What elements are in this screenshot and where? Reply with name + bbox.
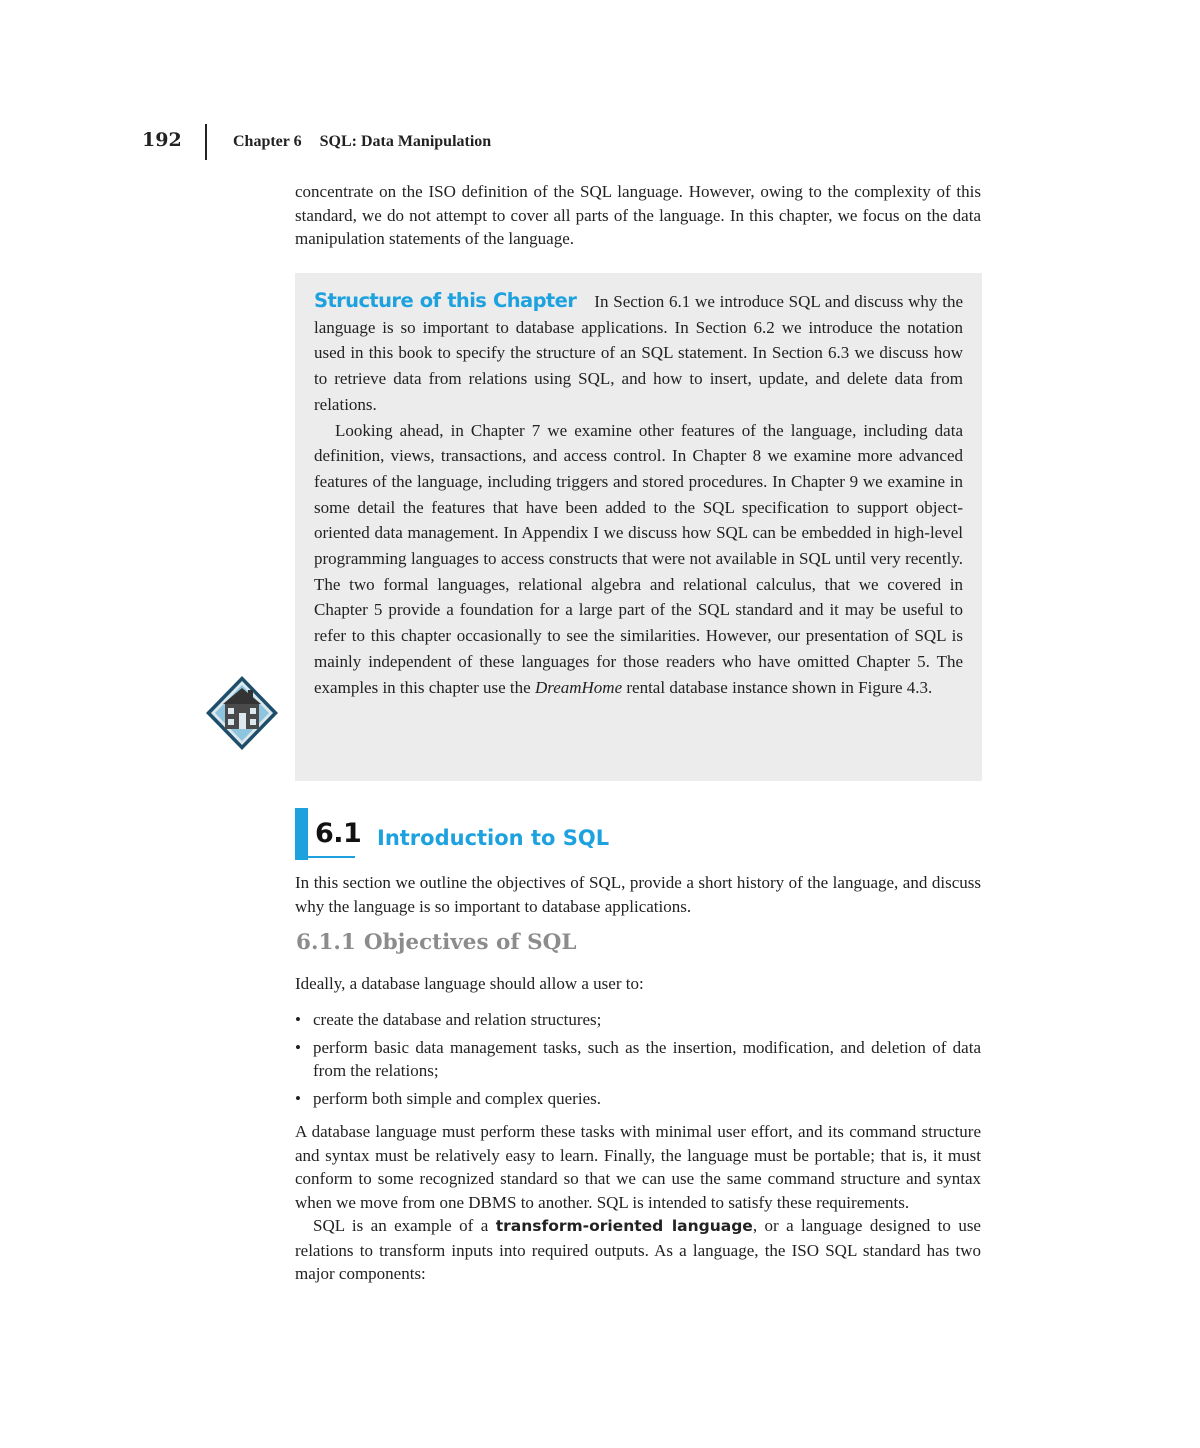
section-number-underline (295, 856, 355, 858)
objectives-list-block (295, 1008, 981, 1114)
header-divider (205, 124, 207, 160)
chapter-title: SQL: Data Manipulation (319, 133, 492, 150)
bullet-glyph: • (295, 1010, 301, 1029)
running-head (233, 133, 491, 151)
intro-block (295, 180, 981, 251)
subsection-heading (296, 930, 576, 955)
structure-paragraph-1 (314, 288, 963, 418)
structure-box-title: Structure of this Chapter (314, 289, 577, 312)
subsection-lead-block (295, 972, 981, 996)
section-accent-bar (295, 808, 308, 860)
list-item: • perform basic data management tasks, such as the insertion, modification, and deletion of data from the relations; (295, 1037, 981, 1080)
section-title: Introduction to SQL (377, 826, 610, 850)
section-intro-block (295, 871, 981, 918)
section-number: 6.1 (315, 818, 362, 849)
structure-text-2a: Looking ahead, in Chapter 7 we examine other features of the language, including data definition, views, transactions, and access control. In Chapter 8 we examine more advanced features of the language, including triggers and stored procedures. In Chapter 9 we examine in some detail the features that have been added to the SQL specification to support object-oriented data management. In Appendix I we discuss how SQL can be embedded in high-level programming languages to access constructs that were not available in SQL until very recently. The two formal languages, relational algebra and relational calculus, that we covered in Chapter 5 provide a foundation for a large part of the SQL standard and it may be useful to refer to this chapter occasionally to see the similarities. However, our presentation of SQL is mainly independent of these languages for those readers who have omitted Chapter 5. The examples in this chapter use the (314, 420, 963, 697)
structure-text-2b: rental database instance shown in Figure 4.3. (626, 677, 933, 697)
house-icon (205, 675, 279, 751)
subsection-number: 6.1.1 (296, 930, 356, 955)
subsection-lead: Ideally, a database language should allow a user to: (295, 974, 644, 993)
section-intro: In this section we outline the objectives of SQL, provide a short history of the language, and discuss why the language is so important to database applications. (295, 873, 981, 916)
keyword-bold: transform-oriented language (495, 1217, 753, 1235)
structure-text-1: In Section 6.1 we introduce SQL and discuss why the language is so important to database applications. In Section 6.2 we introduce the notation used in this book to specify the structure of an SQL statement. In Section 6.3 we discuss how to retrieve data from relations using SQL, and how to insert, update, and delete data from relations. (314, 292, 963, 414)
chapter-label: Chapter 6 (233, 133, 302, 150)
list-item: • create the database and relation structures; (295, 1008, 981, 1032)
subsection-body (295, 1120, 981, 1286)
objectives-list (295, 1008, 981, 1110)
dreamhome-italic: DreamHome (534, 677, 623, 697)
bullet-glyph: • (295, 1037, 301, 1057)
structure-box-content (314, 288, 963, 700)
subsection-title: Objectives of SQL (363, 930, 577, 955)
requirements-paragraph: A database language must perform these tasks with minimal user effort, and its command structure and syntax must be relatively easy to learn. Finally, the language must be portable; that is, it must conform to some recognized standard so that we can use the same command structure and syntax when we move from one DBMS to another. SQL is intended to satisfy these requirements. (295, 1122, 981, 1212)
structure-box (295, 273, 982, 781)
page-number: 192 (142, 129, 182, 151)
intro-paragraph: concentrate on the ISO definition of the SQL language. However, owing to the complexity of this standard, we do not attempt to cover all parts of the language. In this chapter, we focus on the data manipulation statements of the language. (295, 182, 981, 248)
bullet-glyph: • (295, 1088, 301, 1108)
transform-paragraph: SQL is an example of a transform-oriented language, or a language designed to use relations to transform inputs into required outputs. As a language, the ISO SQL standard has two major components: (295, 1216, 981, 1283)
structure-paragraph-2 (314, 418, 963, 701)
list-item: • perform both simple and complex queries. (295, 1087, 981, 1111)
